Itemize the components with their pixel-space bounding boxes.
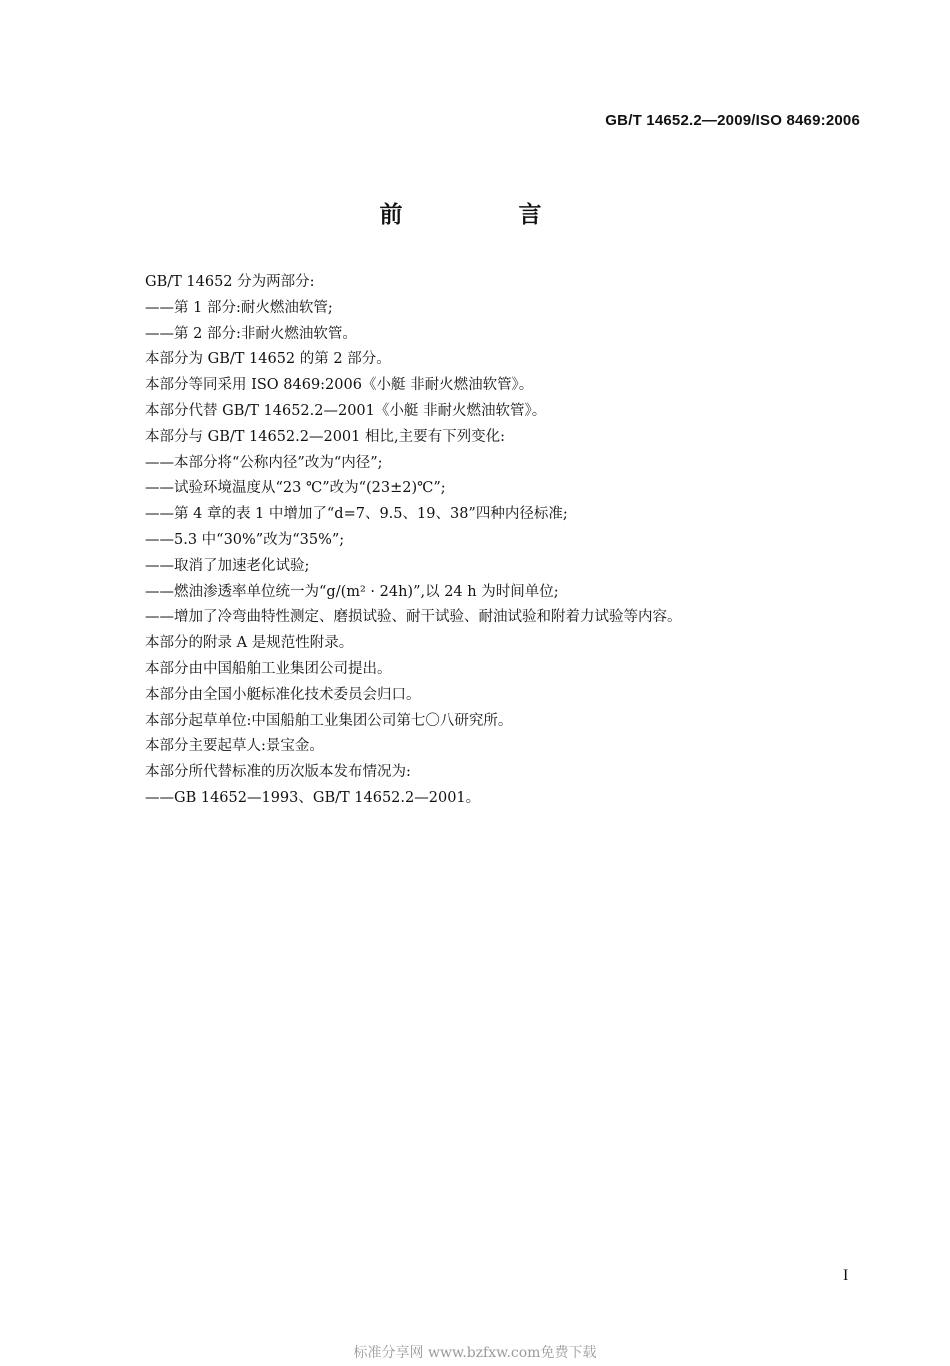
paragraph-line: 本部分与 GB/T 14652.2—2001 相比,主要有下列变化: bbox=[145, 428, 505, 445]
standard-code: GB/T 14652.2—2009/ISO 8469:2006 bbox=[605, 112, 860, 129]
paragraph-line: ——5.3 中“30%”改为“35%”; bbox=[145, 531, 345, 548]
paragraph-line: 本部分为 GB/T 14652 的第 2 部分。 bbox=[145, 351, 391, 368]
paragraph-line: 本部分主要起草人:景宝金。 bbox=[145, 738, 324, 755]
paragraph-line: 本部分的附录 A 是规范性附录。 bbox=[145, 635, 354, 652]
paragraph-line: 本部分等同采用 ISO 8469:2006《小艇 非耐火燃油软管》。 bbox=[145, 377, 534, 394]
foreword-body bbox=[145, 270, 865, 812]
paragraph-line: ——第 1 部分:耐火燃油软管; bbox=[145, 299, 333, 316]
paragraph-line: ——第 4 章的表 1 中增加了“d=7、9.5、19、38”四种内径标准; bbox=[145, 506, 568, 523]
paragraph-line: 本部分代替 GB/T 14652.2—2001《小艇 非耐火燃油软管》。 bbox=[145, 402, 547, 419]
paragraph-line: ——燃油渗透率单位统一为“g/(m² · 24h)”,以 24 h 为时间单位; bbox=[145, 583, 559, 600]
paragraph-line: ——取消了加速老化试验; bbox=[145, 557, 310, 574]
paragraph-line: 本部分由全国小艇标准化技术委员会归口。 bbox=[145, 686, 421, 703]
paragraph-line: ——本部分将“公称内径”改为“内径”; bbox=[145, 454, 383, 471]
page-title: 前 言 bbox=[379, 202, 596, 228]
paragraph-line: ——GB 14652—1993、GB/T 14652.2—2001。 bbox=[145, 789, 481, 806]
paragraph-line: 本部分所代替标准的历次版本发布情况为: bbox=[145, 764, 411, 781]
paragraph-line: 本部分起草单位:中国船舶工业集团公司第七〇八研究所。 bbox=[145, 712, 513, 729]
paragraph-line: GB/T 14652 分为两部分: bbox=[145, 274, 315, 290]
paragraph-line: ——增加了冷弯曲特性测定、磨损试验、耐干试验、耐油试验和附着力试验等内容。 bbox=[145, 609, 682, 626]
paragraph-line: ——试验环境温度从“23 ℃”改为“(23±2)℃”; bbox=[145, 480, 446, 497]
page-number: I bbox=[843, 1267, 849, 1284]
paragraph-line: 本部分由中国船舶工业集团公司提出。 bbox=[145, 660, 392, 677]
paragraph-line: ——第 2 部分:非耐火燃油软管。 bbox=[145, 325, 357, 342]
watermark-text: 标准分享网 www.bzfxw.com免费下载 bbox=[353, 1345, 597, 1361]
